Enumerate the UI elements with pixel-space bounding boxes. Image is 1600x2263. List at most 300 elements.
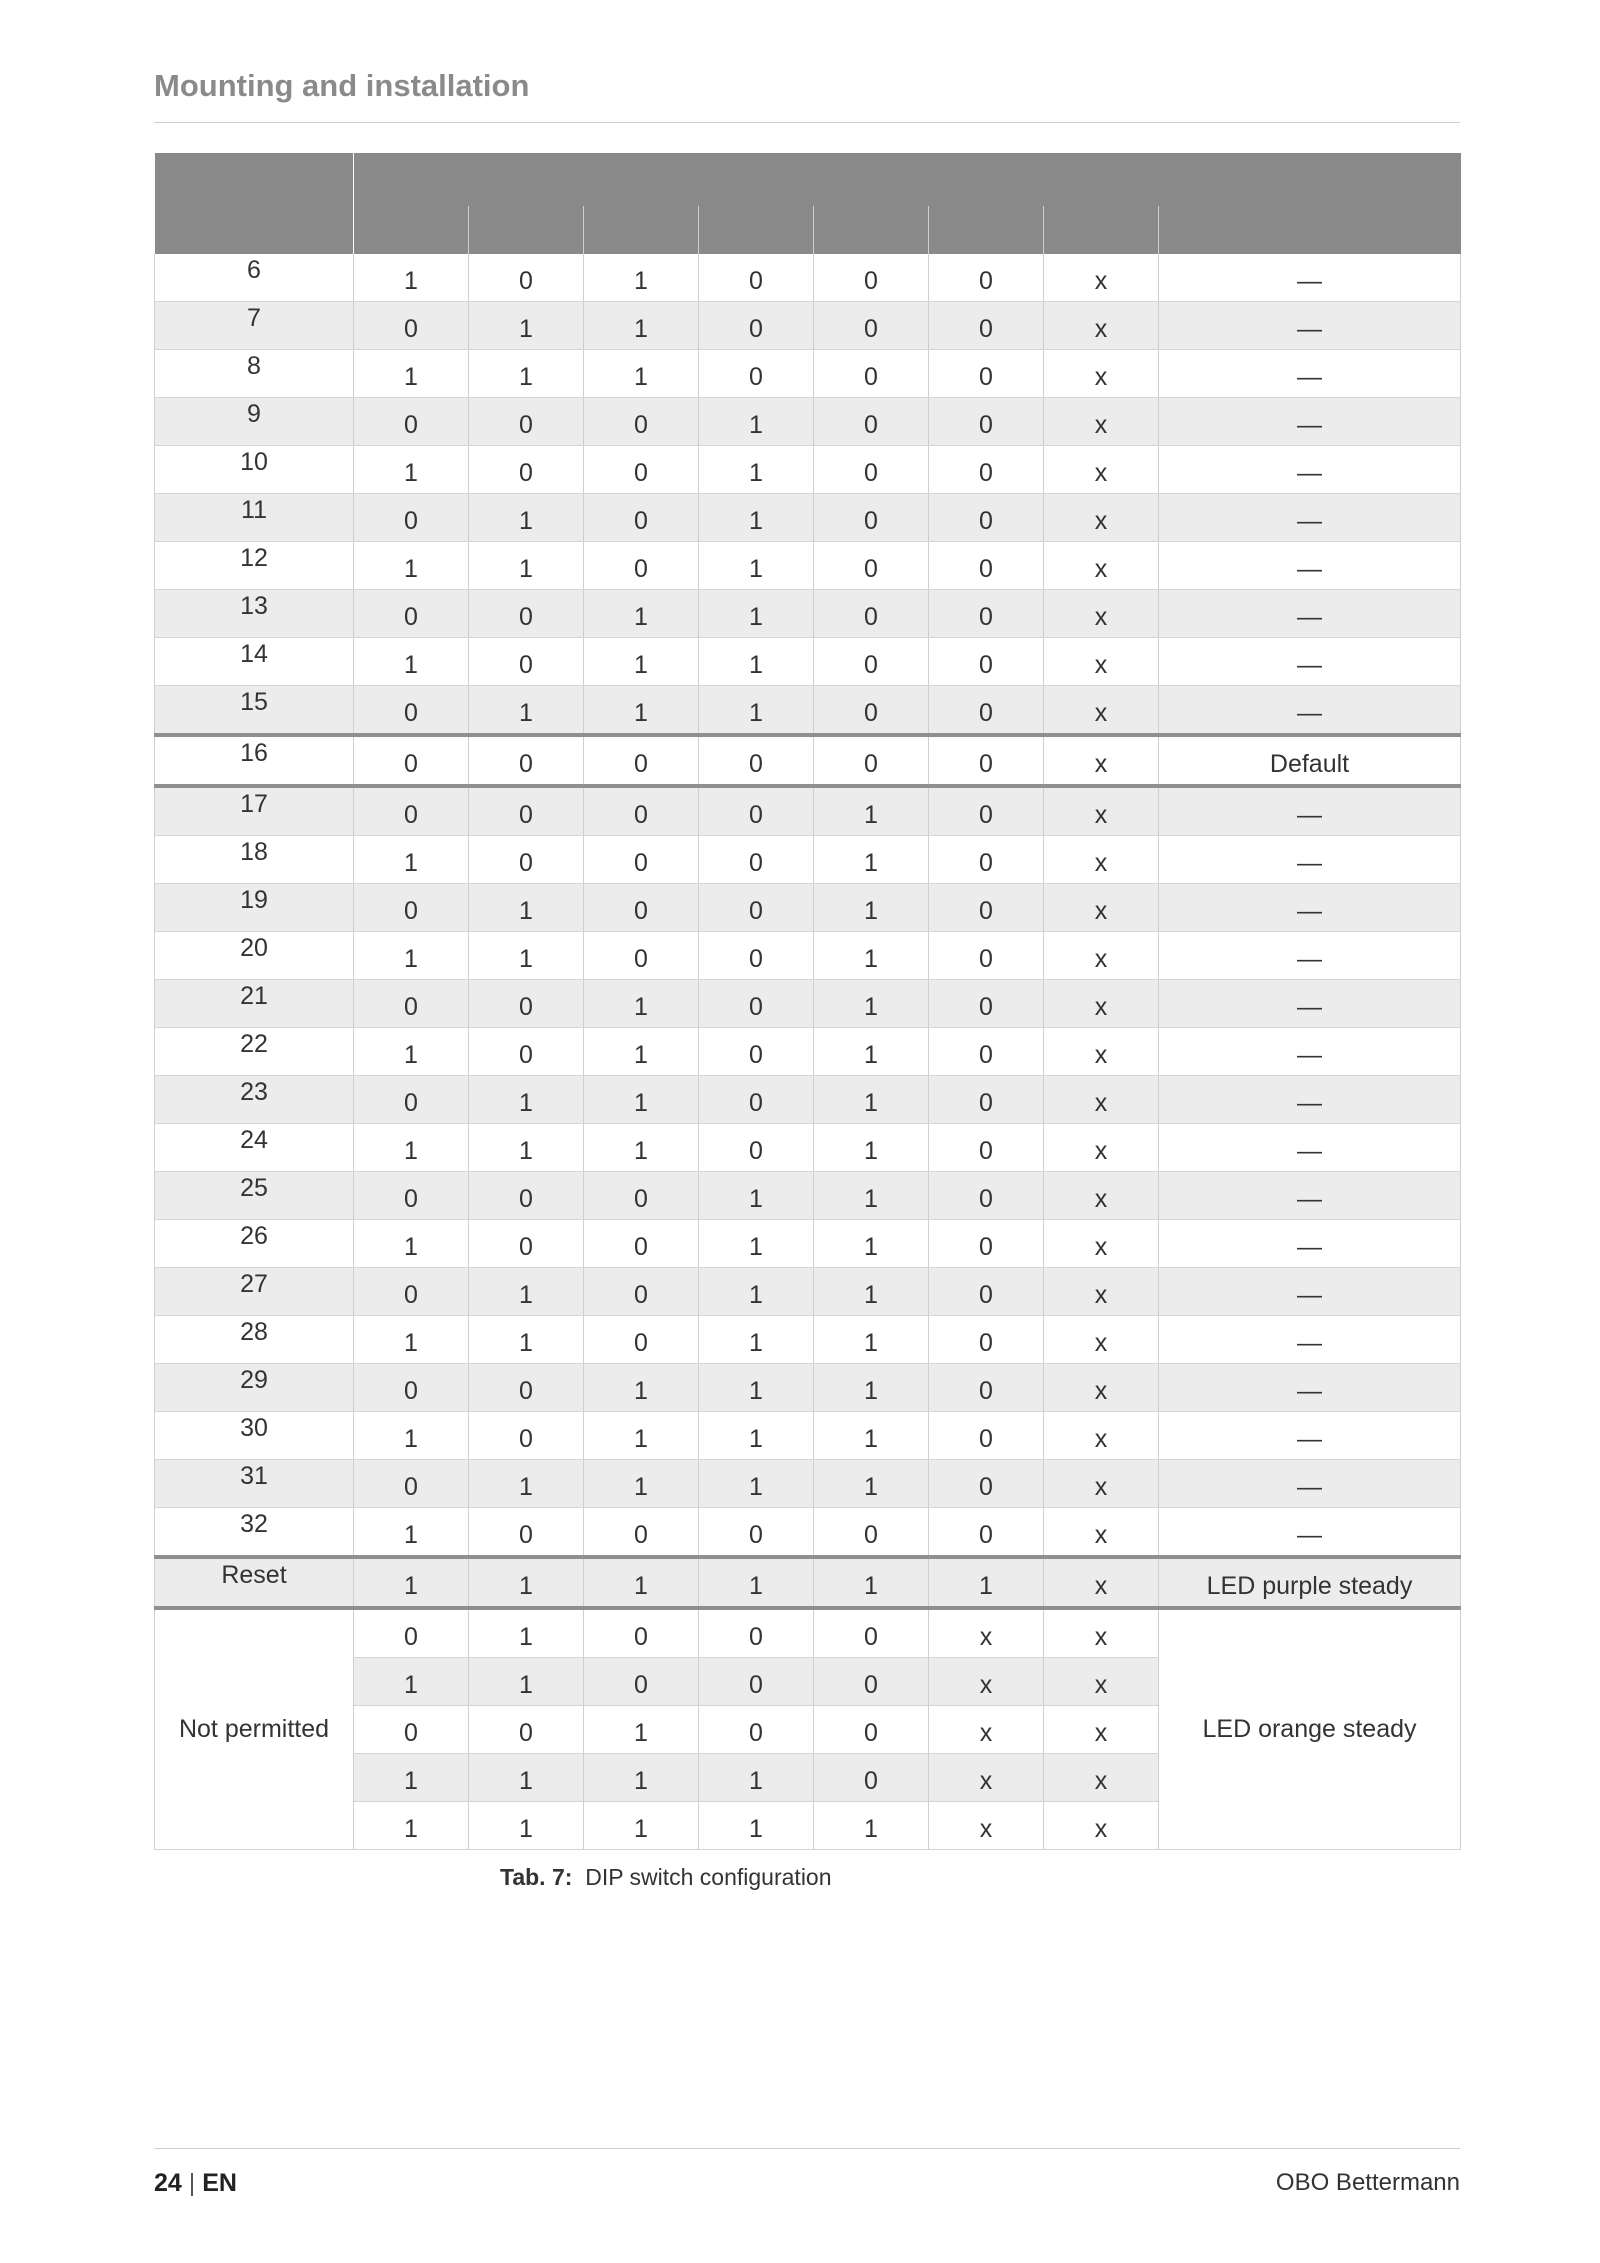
- switch-cell: [354, 1706, 469, 1754]
- led-cell-value: —: [1297, 993, 1322, 1021]
- switch-cell-value: 1: [519, 1671, 533, 1699]
- switch-cell-value: 0: [864, 651, 878, 679]
- address-cell: [155, 1028, 354, 1076]
- switch-cell-value: 1: [519, 1329, 533, 1357]
- switch-cell-value: x: [1094, 363, 1108, 391]
- switch-cell: [584, 1754, 699, 1802]
- led-cell: [1159, 1412, 1461, 1460]
- switch-cell-value: x: [1094, 1137, 1108, 1165]
- switch-cell-value: x: [1094, 1377, 1108, 1405]
- switch-cell-value: x: [1094, 1185, 1108, 1213]
- switch-cell: [929, 980, 1044, 1028]
- switch-cell-value: 0: [864, 1521, 878, 1549]
- switch-cell-value: 1: [634, 1719, 648, 1747]
- address-cell-value: 27: [240, 1270, 268, 1298]
- switch-cell: [699, 1364, 814, 1412]
- switch-cell: [814, 1316, 929, 1364]
- switch-cell: [469, 1172, 584, 1220]
- switch-cell-value: 1: [749, 1473, 763, 1501]
- switch-cell-value: 0: [519, 801, 533, 829]
- switch-cell: [469, 494, 584, 542]
- switch-cell-value: 1: [519, 897, 533, 925]
- address-cell: [155, 446, 354, 494]
- switch-cell: [1044, 1608, 1159, 1658]
- switch-cell-value: 1: [864, 1281, 878, 1309]
- switch-cell-value: 0: [864, 1623, 878, 1651]
- switch-cell-value: 1: [519, 1815, 533, 1843]
- switch-cell: [584, 1557, 699, 1608]
- page-header: [154, 66, 1460, 123]
- switch-cell: [1044, 1557, 1159, 1608]
- table-row: [155, 542, 1461, 590]
- switch-cell-value: 0: [979, 750, 993, 778]
- address-cell: [155, 1412, 354, 1460]
- switch-cell: [469, 254, 584, 302]
- switch-cell-value: 0: [404, 411, 418, 439]
- switch-cell-value: 1: [634, 363, 648, 391]
- switch-cell: [1044, 1412, 1159, 1460]
- address-cell-value: 8: [247, 352, 261, 380]
- switch-cell: [354, 884, 469, 932]
- switch-cell-value: x: [1094, 315, 1108, 343]
- switch-cell-value: 0: [979, 993, 993, 1021]
- switch-cell: [814, 1076, 929, 1124]
- address-cell: [155, 932, 354, 980]
- switch-cell-value: 0: [979, 555, 993, 583]
- address-cell-value: 20: [240, 934, 268, 962]
- switch-cell: [1044, 350, 1159, 398]
- switch-cell-value: 0: [634, 411, 648, 439]
- switch-cell-value: x: [1094, 1329, 1108, 1357]
- address-cell-value: 19: [240, 886, 268, 914]
- led-cell-value: —: [1297, 411, 1322, 439]
- switch-cell-value: 1: [404, 1671, 418, 1699]
- switch-cell: [469, 1028, 584, 1076]
- switch-cell-value: 0: [519, 1521, 533, 1549]
- switch-cell: [354, 398, 469, 446]
- switch-cell: [469, 1706, 584, 1754]
- led-cell: [1159, 398, 1461, 446]
- switch-cell-value: 0: [519, 267, 533, 295]
- switch-cell: [1044, 542, 1159, 590]
- switch-cell-value: 0: [404, 1473, 418, 1501]
- switch-cell-value: 0: [864, 315, 878, 343]
- address-cell: [155, 1460, 354, 1508]
- switch-cell-value: 1: [634, 267, 648, 295]
- table-row: [155, 1220, 1461, 1268]
- address-cell: [155, 1220, 354, 1268]
- switch-cell: [469, 1220, 584, 1268]
- switch-cell: [699, 786, 814, 836]
- switch-cell: [469, 1460, 584, 1508]
- switch-cell-value: 0: [634, 1671, 648, 1699]
- led-cell: [1159, 1268, 1461, 1316]
- table-row: [155, 686, 1461, 736]
- switch-cell-value: 1: [864, 1089, 878, 1117]
- switch-cell-value: 1: [634, 1089, 648, 1117]
- switch-cell-value: 0: [404, 897, 418, 925]
- table-row: [155, 590, 1461, 638]
- table-row: [155, 302, 1461, 350]
- switch-cell: [699, 1754, 814, 1802]
- switch-cell-value: 0: [749, 363, 763, 391]
- switch-cell-value: 1: [519, 363, 533, 391]
- switch-cell: [469, 1124, 584, 1172]
- switch-cell: [814, 1172, 929, 1220]
- switch-cell: [354, 1172, 469, 1220]
- switch-cell-value: 0: [864, 603, 878, 631]
- switch-cell: [929, 1754, 1044, 1802]
- dip-switch-table: [154, 153, 1461, 1850]
- switch-cell-value: 1: [519, 1281, 533, 1309]
- switch-cell-value: 0: [634, 750, 648, 778]
- switch-cell-value: 1: [634, 993, 648, 1021]
- address-cell: [155, 590, 354, 638]
- switch-cell: [354, 302, 469, 350]
- switch-cell: [699, 590, 814, 638]
- switch-cell: [814, 494, 929, 542]
- switch-cell-value: 0: [864, 411, 878, 439]
- table-row: [155, 1316, 1461, 1364]
- switch-cell-value: x: [1094, 411, 1108, 439]
- switch-cell-value: 1: [519, 1623, 533, 1651]
- switch-cell: [1044, 1706, 1159, 1754]
- switch-cell-value: 1: [864, 1041, 878, 1069]
- switch-cell: [354, 1802, 469, 1850]
- table-row: [155, 1508, 1461, 1558]
- switch-cell-value: 0: [519, 1041, 533, 1069]
- led-cell-value: —: [1297, 1473, 1322, 1501]
- switch-cell-value: 1: [864, 993, 878, 1021]
- switch-cell: [469, 1658, 584, 1706]
- table-row: [155, 494, 1461, 542]
- table-header: [155, 153, 1461, 254]
- switch-cell-value: x: [979, 1719, 993, 1747]
- switch-cell-value: x: [979, 1815, 993, 1843]
- table-row: [155, 1608, 1461, 1658]
- table-row: [155, 884, 1461, 932]
- switch-cell-value: 0: [404, 699, 418, 727]
- address-cell-value: 30: [240, 1414, 268, 1442]
- led-cell: [1159, 1172, 1461, 1220]
- switch-cell-value: 0: [749, 993, 763, 1021]
- led-cell: [1159, 735, 1461, 786]
- led-cell-value: —: [1297, 1425, 1322, 1453]
- address-cell: [155, 1124, 354, 1172]
- switch-cell-value: 0: [404, 750, 418, 778]
- switch-cell-value: 0: [749, 1719, 763, 1747]
- switch-cell: [469, 542, 584, 590]
- switch-cell: [354, 590, 469, 638]
- switch-cell: [1044, 1316, 1159, 1364]
- switch-cell: [584, 350, 699, 398]
- switch-cell: [584, 494, 699, 542]
- switch-cell-value: 1: [749, 603, 763, 631]
- switch-cell: [1044, 932, 1159, 980]
- switch-cell: [814, 302, 929, 350]
- switch-cell: [814, 254, 929, 302]
- led-cell: [1159, 932, 1461, 980]
- switch-cell-value: 0: [864, 1719, 878, 1747]
- switch-cell: [354, 1268, 469, 1316]
- address-cell: [155, 1557, 354, 1608]
- switch-cell: [354, 980, 469, 1028]
- address-cell-value: 32: [240, 1510, 268, 1538]
- switch-cell: [469, 884, 584, 932]
- led-cell: [1159, 1460, 1461, 1508]
- switch-cell-value: 0: [519, 603, 533, 631]
- switch-cell: [584, 1316, 699, 1364]
- switch-cell-value: 1: [404, 1233, 418, 1261]
- switch-cell-value: 0: [404, 315, 418, 343]
- not-permitted-label-value: Not permitted: [178, 1715, 330, 1743]
- switch-cell-value: 0: [404, 1185, 418, 1213]
- led-cell-value: —: [1297, 1281, 1322, 1309]
- switch-cell-value: 0: [979, 267, 993, 295]
- address-cell-value: 31: [240, 1462, 268, 1490]
- address-cell-value: 14: [240, 640, 268, 668]
- address-cell: [155, 786, 354, 836]
- address-cell-value: 17: [240, 790, 268, 818]
- switch-cell-value: 1: [519, 555, 533, 583]
- switch-cell-value: 0: [979, 1425, 993, 1453]
- switch-cell-value: 0: [979, 945, 993, 973]
- table-row: [155, 1364, 1461, 1412]
- led-cell-value: —: [1297, 603, 1322, 631]
- switch-cell-value: 1: [749, 411, 763, 439]
- led-cell-value: —: [1297, 363, 1322, 391]
- led-cell: [1159, 884, 1461, 932]
- switch-cell-value: 1: [864, 897, 878, 925]
- switch-cell: [814, 1508, 929, 1558]
- switch-cell: [469, 302, 584, 350]
- switch-cell: [1044, 1802, 1159, 1850]
- switch-cell: [469, 686, 584, 736]
- switch-cell: [354, 254, 469, 302]
- switch-cell-value: 0: [749, 750, 763, 778]
- switch-cell: [354, 836, 469, 884]
- switch-cell-value: 1: [749, 1425, 763, 1453]
- switch-cell-value: 0: [749, 849, 763, 877]
- switch-cell: [929, 836, 1044, 884]
- switch-cell: [1044, 1172, 1159, 1220]
- switch-cell-value: 0: [634, 1329, 648, 1357]
- switch-cell-value: x: [1094, 1623, 1108, 1651]
- switch-cell: [929, 1557, 1044, 1608]
- switch-cell: [814, 932, 929, 980]
- switch-cell: [469, 1412, 584, 1460]
- switch-cell-value: 1: [749, 507, 763, 535]
- switch-cell: [699, 884, 814, 932]
- switch-cell-value: 0: [404, 993, 418, 1021]
- switch-cell: [929, 446, 1044, 494]
- switch-cell-value: 1: [634, 1377, 648, 1405]
- switch-cell: [469, 638, 584, 686]
- switch-cell: [1044, 494, 1159, 542]
- switch-cell-value: x: [1094, 1233, 1108, 1261]
- switch-cell: [354, 1460, 469, 1508]
- switch-cell: [469, 1076, 584, 1124]
- switch-cell-value: 1: [404, 1329, 418, 1357]
- switch-cell: [929, 1124, 1044, 1172]
- switch-cell-value: 1: [864, 1815, 878, 1843]
- switch-cell-value: 0: [749, 945, 763, 973]
- switch-cell: [929, 1802, 1044, 1850]
- switch-cell: [814, 1557, 929, 1608]
- switch-cell: [354, 1754, 469, 1802]
- switch-cell: [1044, 1220, 1159, 1268]
- switch-cell-value: 1: [864, 1473, 878, 1501]
- page-number-block: [154, 2169, 237, 2198]
- switch-cell: [929, 542, 1044, 590]
- switch-cell: [469, 1364, 584, 1412]
- switch-cell-value: x: [1094, 507, 1108, 535]
- switch-cell-value: 0: [864, 267, 878, 295]
- switch-cell: [699, 1460, 814, 1508]
- switch-cell-value: 1: [634, 699, 648, 727]
- switch-cell: [929, 1076, 1044, 1124]
- switch-cell: [929, 494, 1044, 542]
- switch-cell: [584, 1028, 699, 1076]
- switch-cell: [699, 1508, 814, 1558]
- switch-cell: [699, 932, 814, 980]
- switch-cell: [1044, 884, 1159, 932]
- switch-cell: [354, 686, 469, 736]
- address-cell: [155, 1076, 354, 1124]
- switch-cell: [469, 446, 584, 494]
- switch-cell-value: 0: [979, 849, 993, 877]
- led-cell-value: —: [1297, 555, 1322, 583]
- switch-cell-value: 1: [864, 1425, 878, 1453]
- address-cell-value: 11: [241, 496, 267, 524]
- switch-cell: [814, 1220, 929, 1268]
- switch-cell: [699, 542, 814, 590]
- switch-cell-value: 0: [519, 651, 533, 679]
- switch-cell: [354, 1124, 469, 1172]
- switch-cell-value: 1: [864, 945, 878, 973]
- address-cell-value: 26: [240, 1222, 268, 1250]
- led-cell: [1159, 542, 1461, 590]
- switch-cell-value: 0: [979, 459, 993, 487]
- switch-cell: [1044, 1268, 1159, 1316]
- switch-cell: [584, 590, 699, 638]
- switch-cell: [584, 686, 699, 736]
- switch-cell: [584, 638, 699, 686]
- table-row: [155, 786, 1461, 836]
- led-cell: [1159, 1124, 1461, 1172]
- switch-cell-value: 0: [979, 1089, 993, 1117]
- switch-cell-value: 1: [404, 1521, 418, 1549]
- switch-cell-value: 1: [519, 507, 533, 535]
- switch-cell: [814, 350, 929, 398]
- address-cell: [155, 1508, 354, 1558]
- switch-cell: [584, 1608, 699, 1658]
- switch-cell-value: 0: [979, 801, 993, 829]
- address-cell-value: 9: [247, 400, 261, 428]
- switch-cell: [929, 686, 1044, 736]
- switch-cell: [1044, 686, 1159, 736]
- switch-cell-value: x: [1094, 750, 1108, 778]
- switch-cell: [1044, 980, 1159, 1028]
- switch-cell: [929, 398, 1044, 446]
- address-cell-value: 22: [240, 1030, 268, 1058]
- switch-cell-value: 0: [634, 1281, 648, 1309]
- switch-cell: [699, 1658, 814, 1706]
- switch-cell: [929, 1316, 1044, 1364]
- not-permitted-led: [1159, 1608, 1461, 1850]
- switch-cell-value: x: [1094, 459, 1108, 487]
- switch-cell: [469, 590, 584, 638]
- switch-cell-value: 0: [979, 363, 993, 391]
- switch-cell-value: 0: [404, 1089, 418, 1117]
- switch-cell-value: 1: [404, 1041, 418, 1069]
- switch-cell: [699, 398, 814, 446]
- switch-cell-value: 0: [979, 1185, 993, 1213]
- address-cell: [155, 494, 354, 542]
- switch-cell: [814, 1028, 929, 1076]
- switch-cell: [699, 1220, 814, 1268]
- switch-cell-value: 0: [634, 1521, 648, 1549]
- switch-cell-value: 1: [864, 1329, 878, 1357]
- address-cell-value: 25: [240, 1174, 268, 1202]
- switch-cell: [469, 1268, 584, 1316]
- switch-cell-value: x: [1094, 1281, 1108, 1309]
- led-cell-value: —: [1297, 945, 1322, 973]
- led-cell-value: LED purple steady: [1206, 1572, 1413, 1600]
- switch-cell-value: 1: [634, 1425, 648, 1453]
- switch-cell: [814, 786, 929, 836]
- led-cell-value: —: [1297, 1329, 1322, 1357]
- switch-cell: [1044, 1508, 1159, 1558]
- switch-cell-value: 0: [979, 1473, 993, 1501]
- led-cell-value: —: [1297, 1233, 1322, 1261]
- switch-cell-value: 0: [519, 1377, 533, 1405]
- switch-cell-value: x: [1094, 801, 1108, 829]
- switch-cell-value: 0: [634, 555, 648, 583]
- led-cell: [1159, 1364, 1461, 1412]
- switch-cell-value: 0: [519, 1233, 533, 1261]
- table-body: [155, 254, 1461, 1850]
- switch-cell-value: x: [1094, 1089, 1108, 1117]
- switch-cell-value: 1: [404, 1137, 418, 1165]
- switch-cell-value: 1: [864, 1185, 878, 1213]
- switch-cell: [929, 884, 1044, 932]
- switch-cell-value: 0: [404, 801, 418, 829]
- switch-cell-value: 0: [634, 801, 648, 829]
- led-cell-value: Default: [1269, 750, 1350, 778]
- switch-cell-value: 1: [634, 1572, 648, 1600]
- switch-cell-value: 1: [864, 1137, 878, 1165]
- switch-cell-value: 1: [864, 1233, 878, 1261]
- address-cell-value: 15: [240, 688, 268, 716]
- switch-cell-value: x: [1094, 849, 1108, 877]
- address-cell: [155, 836, 354, 884]
- switch-cell: [699, 980, 814, 1028]
- switch-cell-value: 1: [404, 1572, 418, 1600]
- switch-cell: [469, 932, 584, 980]
- switch-cell: [814, 884, 929, 932]
- switch-cell: [1044, 1754, 1159, 1802]
- switch-cell: [469, 1802, 584, 1850]
- switch-cell: [929, 590, 1044, 638]
- switch-cell-value: 0: [979, 315, 993, 343]
- switch-cell: [814, 446, 929, 494]
- switch-cell: [929, 1220, 1044, 1268]
- led-cell: [1159, 980, 1461, 1028]
- address-cell-value: 21: [240, 982, 268, 1010]
- address-cell-value: 18: [240, 838, 268, 866]
- switch-cell: [354, 786, 469, 836]
